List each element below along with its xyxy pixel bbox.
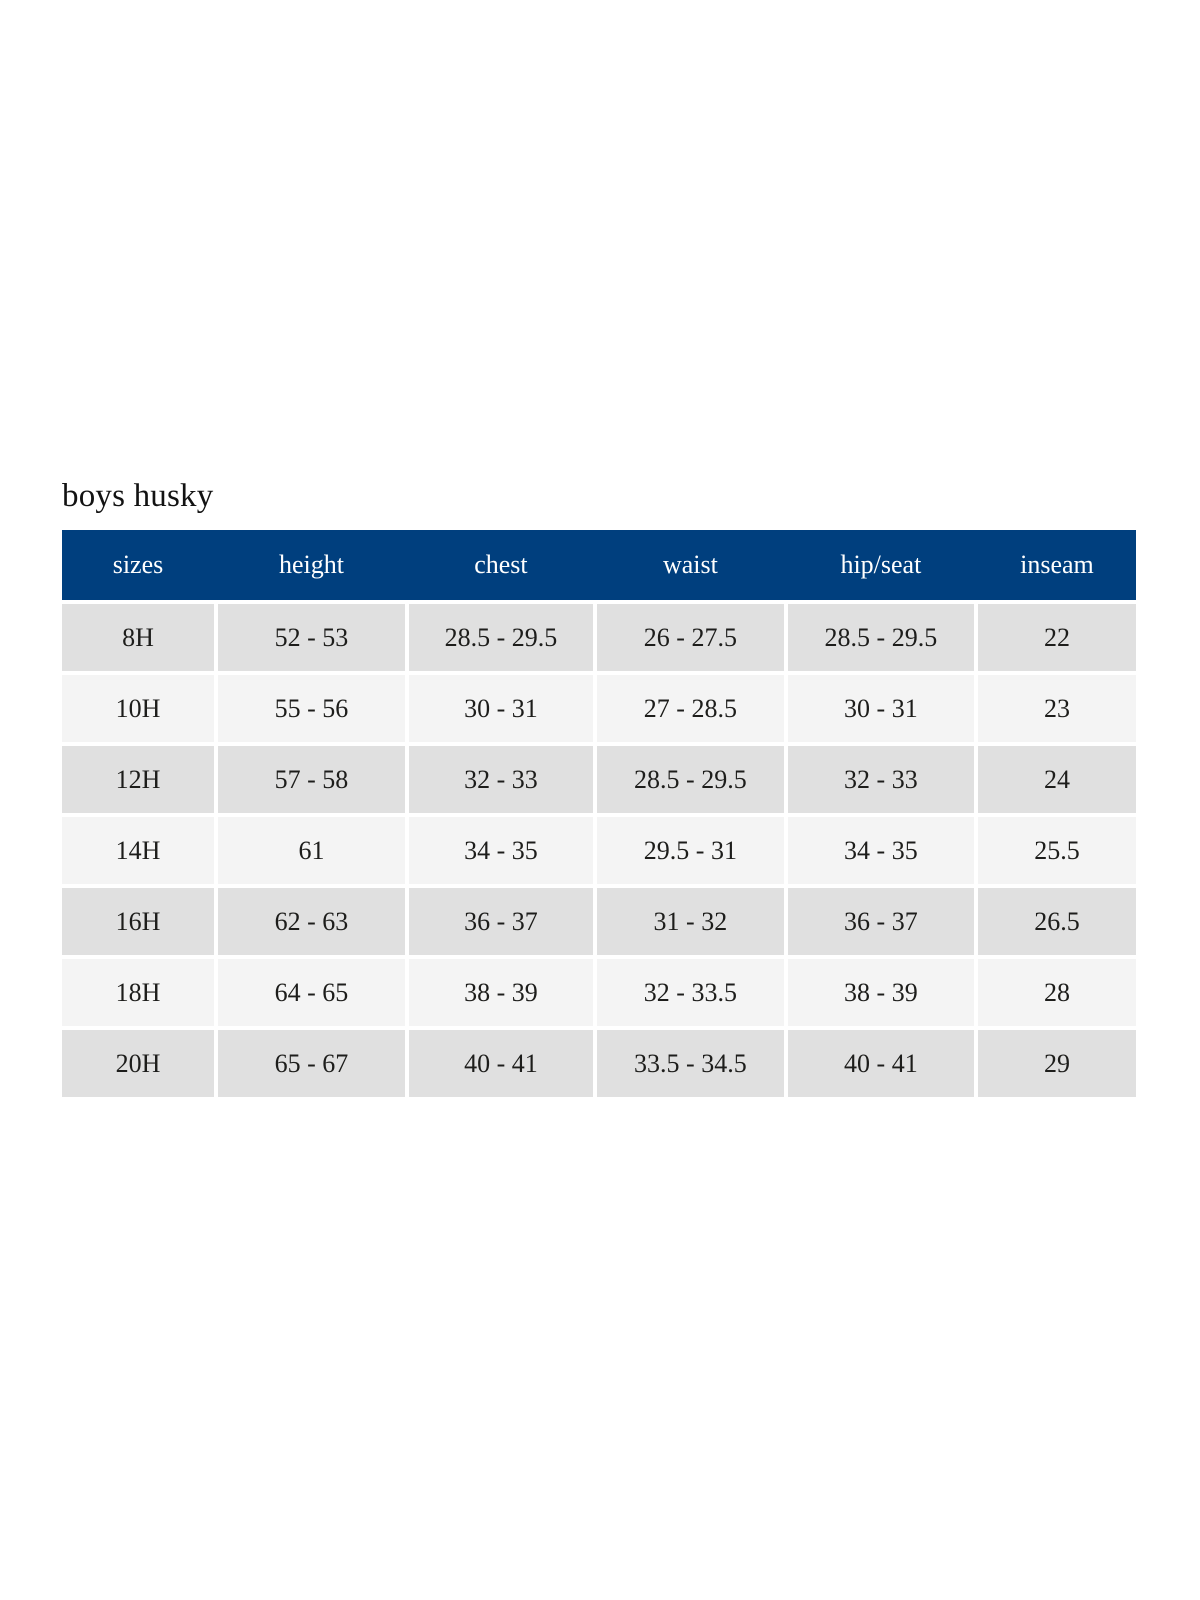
table-row <box>62 1030 1136 1097</box>
table-row <box>62 675 1136 742</box>
measurement-cell: 34 - 35 <box>788 817 974 884</box>
measurement-cell: 32 - 33 <box>788 746 974 813</box>
measurement-cell: 32 - 33.5 <box>597 959 784 1026</box>
size-cell: 18H <box>62 959 214 1026</box>
table-row <box>62 817 1136 884</box>
table-row <box>62 746 1136 813</box>
measurement-cell: 23 <box>978 675 1136 742</box>
table-row <box>62 959 1136 1026</box>
measurement-cell: 40 - 41 <box>409 1030 593 1097</box>
size-cell: 12H <box>62 746 214 813</box>
column-header-hip-seat: hip/seat <box>840 550 922 579</box>
measurement-cell: 52 - 53 <box>218 604 405 671</box>
measurement-cell: 36 - 37 <box>788 888 974 955</box>
column-header-height: height <box>278 550 344 579</box>
measurement-cell: 27 - 28.5 <box>597 675 784 742</box>
measurement-cell: 55 - 56 <box>218 675 405 742</box>
measurement-cell: 28.5 - 29.5 <box>597 746 784 813</box>
size-cell: 16H <box>62 888 214 955</box>
measurement-cell: 36 - 37 <box>409 888 593 955</box>
measurement-cell: 26.5 <box>978 888 1136 955</box>
measurement-cell: 29 <box>978 1030 1136 1097</box>
size-cell: 14H <box>62 817 214 884</box>
measurement-cell: 28.5 - 29.5 <box>409 604 593 671</box>
measurement-cell: 65 - 67 <box>218 1030 405 1097</box>
measurement-cell: 29.5 - 31 <box>597 817 784 884</box>
measurement-cell: 24 <box>978 746 1136 813</box>
table-body <box>62 604 1136 1097</box>
measurement-cell: 32 - 33 <box>409 746 593 813</box>
measurement-cell: 57 - 58 <box>218 746 405 813</box>
measurement-cell: 25.5 <box>978 817 1136 884</box>
measurement-cell: 64 - 65 <box>218 959 405 1026</box>
measurement-cell: 40 - 41 <box>788 1030 974 1097</box>
size-cell: 8H <box>62 604 214 671</box>
column-header-sizes: sizes <box>112 550 164 579</box>
measurement-cell: 28.5 - 29.5 <box>788 604 974 671</box>
measurement-cell: 38 - 39 <box>788 959 974 1026</box>
table-row <box>62 604 1136 671</box>
measurement-cell: 30 - 31 <box>409 675 593 742</box>
column-header-chest: chest <box>474 550 528 579</box>
measurement-cell: 22 <box>978 604 1136 671</box>
measurement-cell: 30 - 31 <box>788 675 974 742</box>
size-chart-section <box>62 478 1136 1097</box>
size-chart-title: boys husky <box>62 478 214 514</box>
measurement-cell: 33.5 - 34.5 <box>597 1030 784 1097</box>
table-row <box>62 888 1136 955</box>
column-header-waist: waist <box>662 550 718 579</box>
table-header-row <box>62 530 1136 600</box>
measurement-cell: 31 - 32 <box>597 888 784 955</box>
measurement-cell: 61 <box>218 817 405 884</box>
size-cell: 10H <box>62 675 214 742</box>
measurement-cell: 26 - 27.5 <box>597 604 784 671</box>
measurement-cell: 62 - 63 <box>218 888 405 955</box>
measurement-cell: 28 <box>978 959 1136 1026</box>
column-header-inseam: inseam <box>1020 550 1094 579</box>
measurement-cell: 34 - 35 <box>409 817 593 884</box>
measurement-cell: 38 - 39 <box>409 959 593 1026</box>
size-chart-table <box>62 530 1136 1097</box>
size-cell: 20H <box>62 1030 214 1097</box>
